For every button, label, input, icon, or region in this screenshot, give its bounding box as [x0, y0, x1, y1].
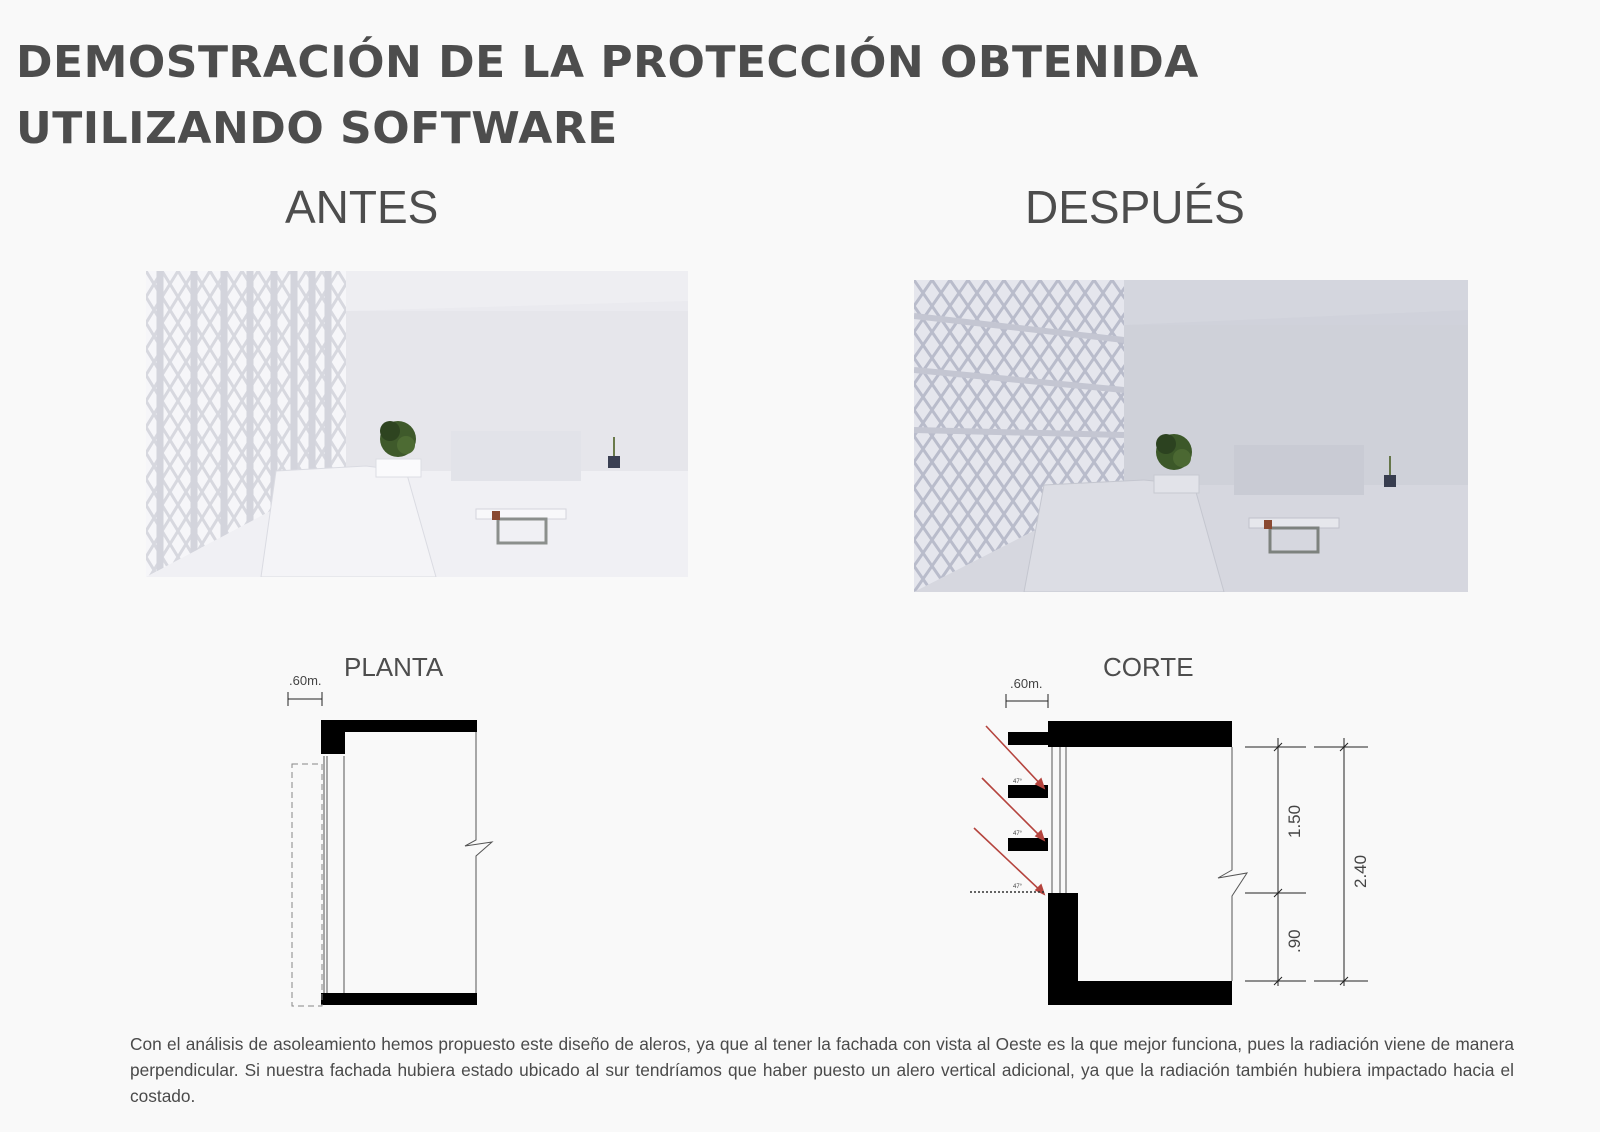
- corte-drawing: [960, 668, 1400, 1018]
- title-line-2: UTILIZANDO SOFTWARE: [16, 103, 618, 154]
- corte-dimension-label: .60m.: [1010, 676, 1043, 691]
- planta-break-line: [465, 732, 492, 993]
- corte-floor-slab: [1048, 981, 1232, 1005]
- height-label-1-50: 1.50: [1285, 804, 1304, 838]
- planta-bottom-wall: [321, 993, 477, 1005]
- caption-paragraph: Con el análisis de asoleamiento hemos propuesto este diseño de aleros, ya que al tener la fachada con vista al Oeste es la que mejor funciona, pues la radiación viene de manera perpendicular. Si nuestra fachada hubiera estado ubicado al sur tendríamos que haber puesto un alero vertical adicional, ya que la radiación también hubiera impactado hacia el costado.: [130, 1034, 1514, 1106]
- planta-dimension-label: .60m.: [289, 673, 322, 688]
- planta-column: [321, 720, 345, 754]
- planta-dimension-line: [288, 692, 322, 706]
- angle-label-1: 47°: [1013, 779, 1023, 785]
- planta-overhang-outline: [292, 764, 322, 1006]
- height-label-0-90: .90: [1285, 929, 1304, 953]
- angle-label-2: 47°: [1013, 831, 1023, 837]
- corte-break-line: [1218, 747, 1247, 981]
- planta-drawing: [280, 668, 510, 1018]
- before-render-image: [146, 271, 688, 577]
- corte-roof-slab: [1048, 721, 1232, 747]
- after-render-image: [914, 280, 1468, 592]
- overhang-3: [1008, 838, 1048, 851]
- height-dimension-lines: [1245, 738, 1368, 986]
- sun-rays: [974, 726, 1044, 894]
- before-heading: ANTES: [285, 181, 439, 233]
- after-heading: DESPUÉS: [1025, 181, 1245, 233]
- height-label-2-40: 2.40: [1351, 854, 1370, 888]
- title-line-1: DEMOSTRACIÓN DE LA PROTECCIÓN OBTENIDA: [16, 37, 1199, 88]
- angle-label-3: 47°: [1013, 884, 1023, 890]
- planta-title: PLANTA: [344, 652, 444, 682]
- page-title: [16, 30, 1316, 162]
- overhang-1: [1008, 732, 1048, 745]
- corte-title: CORTE: [1103, 652, 1194, 682]
